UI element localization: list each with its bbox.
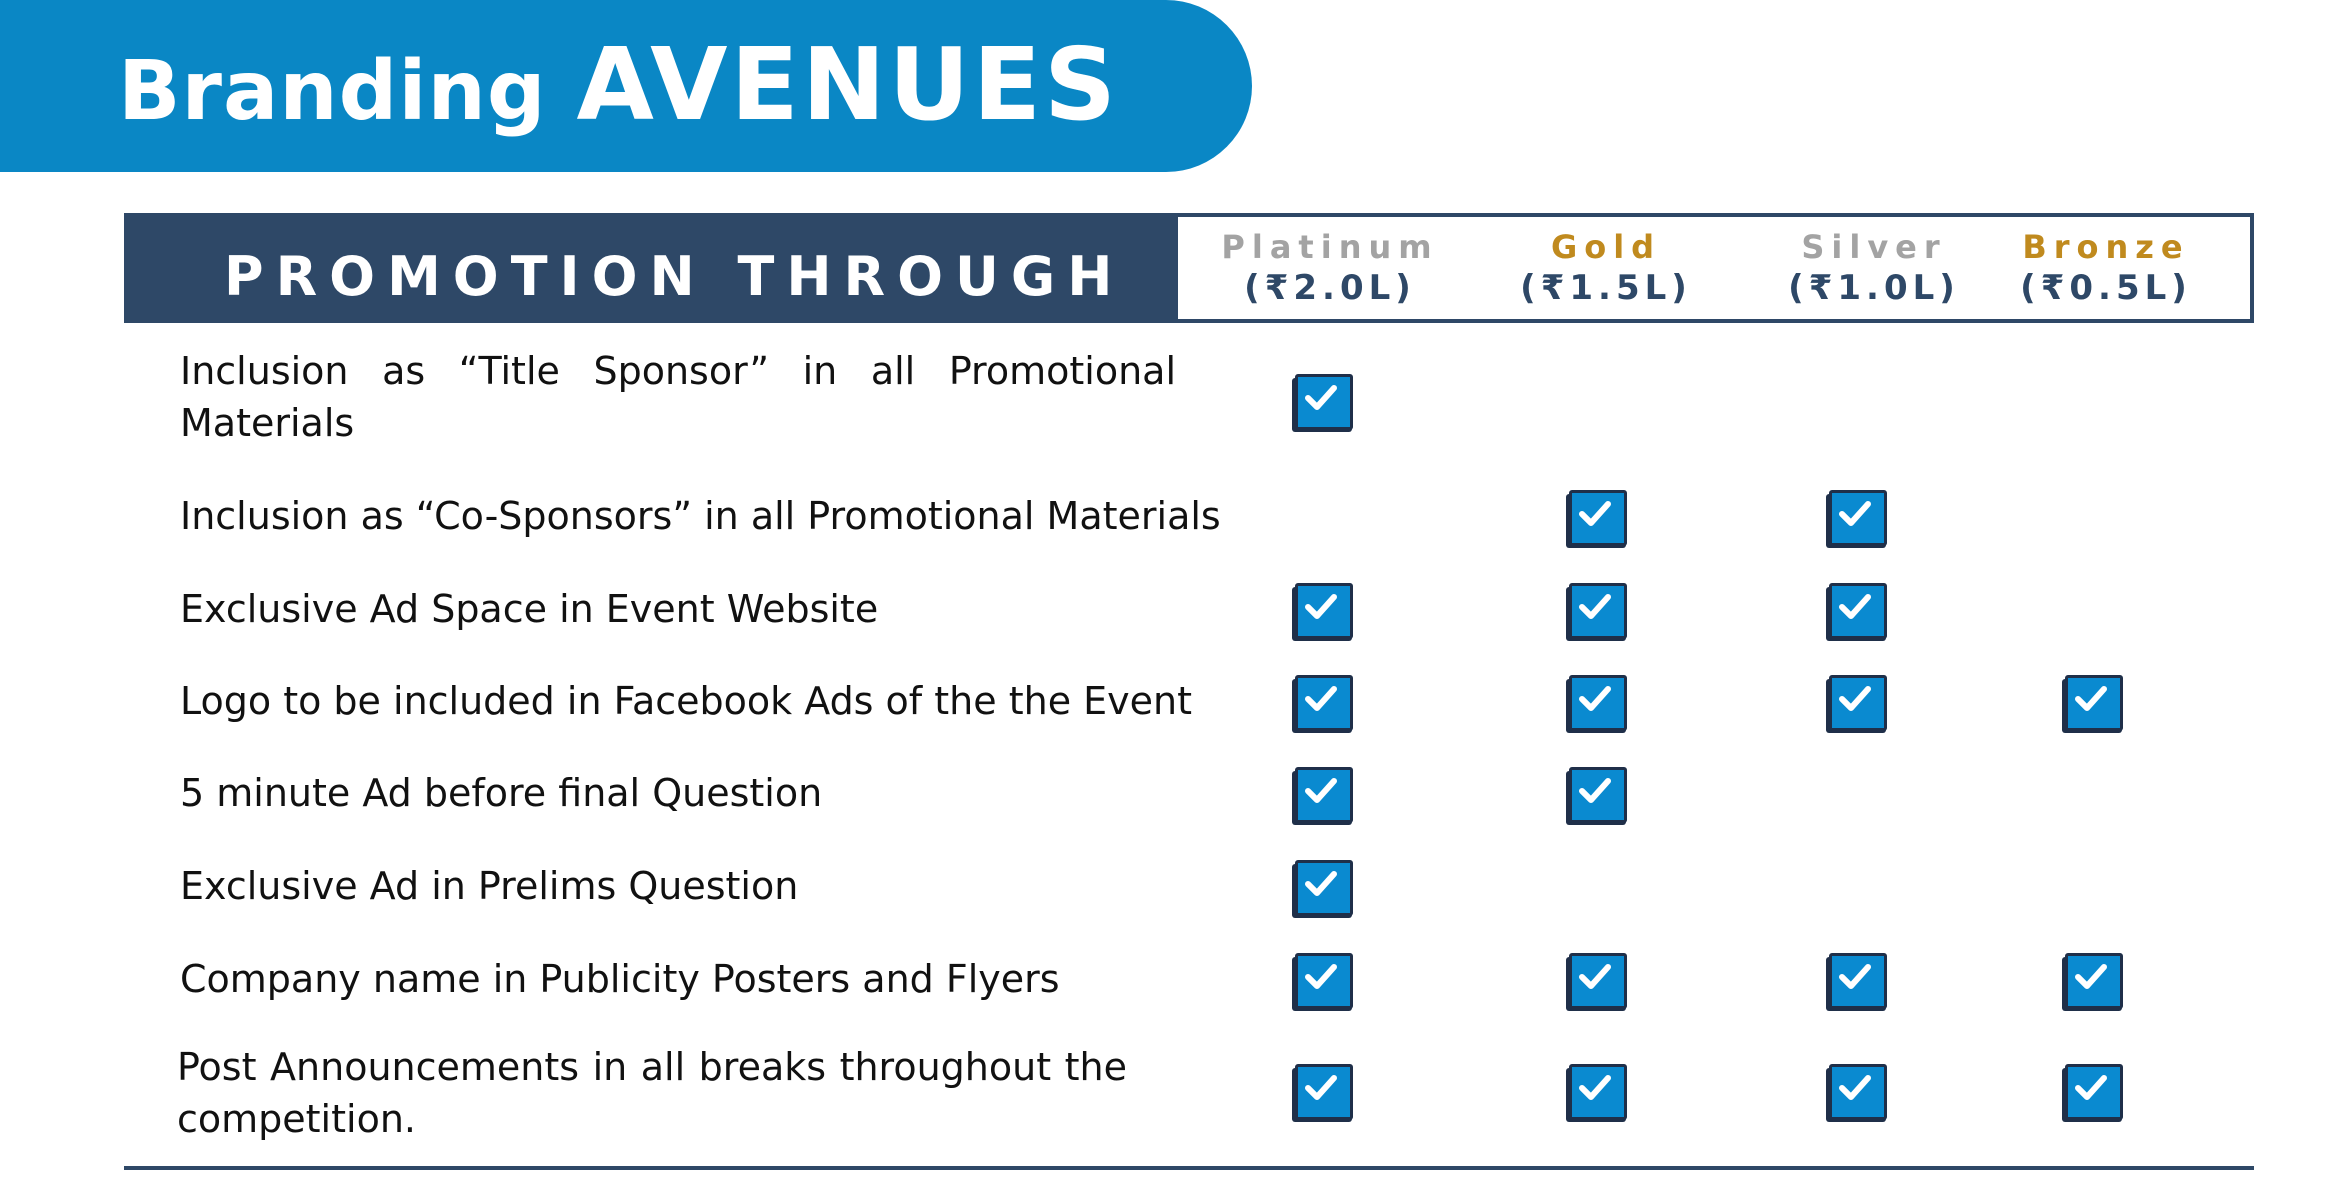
title-word-avenues: AVENUES	[576, 26, 1120, 143]
title-word-branding: Branding	[118, 44, 547, 139]
checkbox-checked-icon	[1826, 675, 1886, 733]
promotion-through-label: PROMOTION THROUGH	[224, 245, 1125, 308]
checkbox-checked-icon	[1292, 374, 1352, 432]
feature-row-label: Inclusion as “Title Sponsor” in all Promotional Materials	[180, 349, 1176, 445]
checkbox-checked-icon	[1292, 767, 1352, 825]
checkbox-checked-icon	[2062, 675, 2122, 733]
tier-price: (₹2.0L)	[1244, 268, 1416, 308]
page-title	[118, 26, 1119, 143]
checkbox-checked-icon	[2062, 1064, 2122, 1122]
checkbox-checked-icon	[1826, 953, 1886, 1011]
checkbox-checked-icon	[1292, 860, 1352, 918]
tier-name: Gold	[1550, 228, 1662, 266]
tier-gold	[1486, 227, 1726, 309]
feature-row-label: Company name in Publicity Posters and Flyers	[180, 957, 1060, 1001]
checkbox-checked-icon	[1566, 675, 1626, 733]
tier-name: Platinum	[1221, 228, 1439, 266]
tier-bronze	[1986, 227, 2226, 309]
tier-price: (₹1.5L)	[1520, 268, 1692, 308]
feature-row-label: Exclusive Ad in Prelims Question	[180, 864, 799, 908]
tier-platinum	[1210, 227, 1450, 309]
table-header	[124, 213, 2254, 323]
checkbox-checked-icon	[1566, 1064, 1626, 1122]
checkbox-checked-icon	[1292, 583, 1352, 641]
checkbox-checked-icon	[1826, 583, 1886, 641]
feature-row-label: Logo to be included in Facebook Ads of the the Event	[180, 679, 1193, 723]
checkbox-checked-icon	[1566, 583, 1626, 641]
feature-row-label: Inclusion as “Co-Sponsors” in all Promotional Materials	[180, 494, 1221, 538]
checkbox-checked-icon	[1566, 490, 1626, 548]
header-label-box	[128, 217, 1178, 319]
checkbox-checked-icon	[2062, 953, 2122, 1011]
tier-price: (₹1.0L)	[1788, 268, 1960, 308]
feature-row-label: Exclusive Ad Space in Event Website	[180, 587, 879, 631]
checkbox-checked-icon	[1292, 675, 1352, 733]
feature-row-label: Post Announcements in all breaks throughout the competition.	[177, 1045, 1127, 1141]
checkbox-checked-icon	[1826, 1064, 1886, 1122]
tier-name: Bronze	[2022, 228, 2190, 266]
bottom-divider	[124, 1166, 2254, 1170]
checkbox-checked-icon	[1292, 953, 1352, 1011]
tier-silver	[1754, 227, 1994, 309]
checkbox-checked-icon	[1566, 767, 1626, 825]
tier-name: Silver	[1801, 228, 1947, 266]
checkbox-checked-icon	[1292, 1064, 1352, 1122]
tier-price: (₹0.5L)	[2020, 268, 2192, 308]
feature-row-label: 5 minute Ad before final Question	[180, 771, 823, 815]
checkbox-checked-icon	[1826, 490, 1886, 548]
checkbox-checked-icon	[1566, 953, 1626, 1011]
